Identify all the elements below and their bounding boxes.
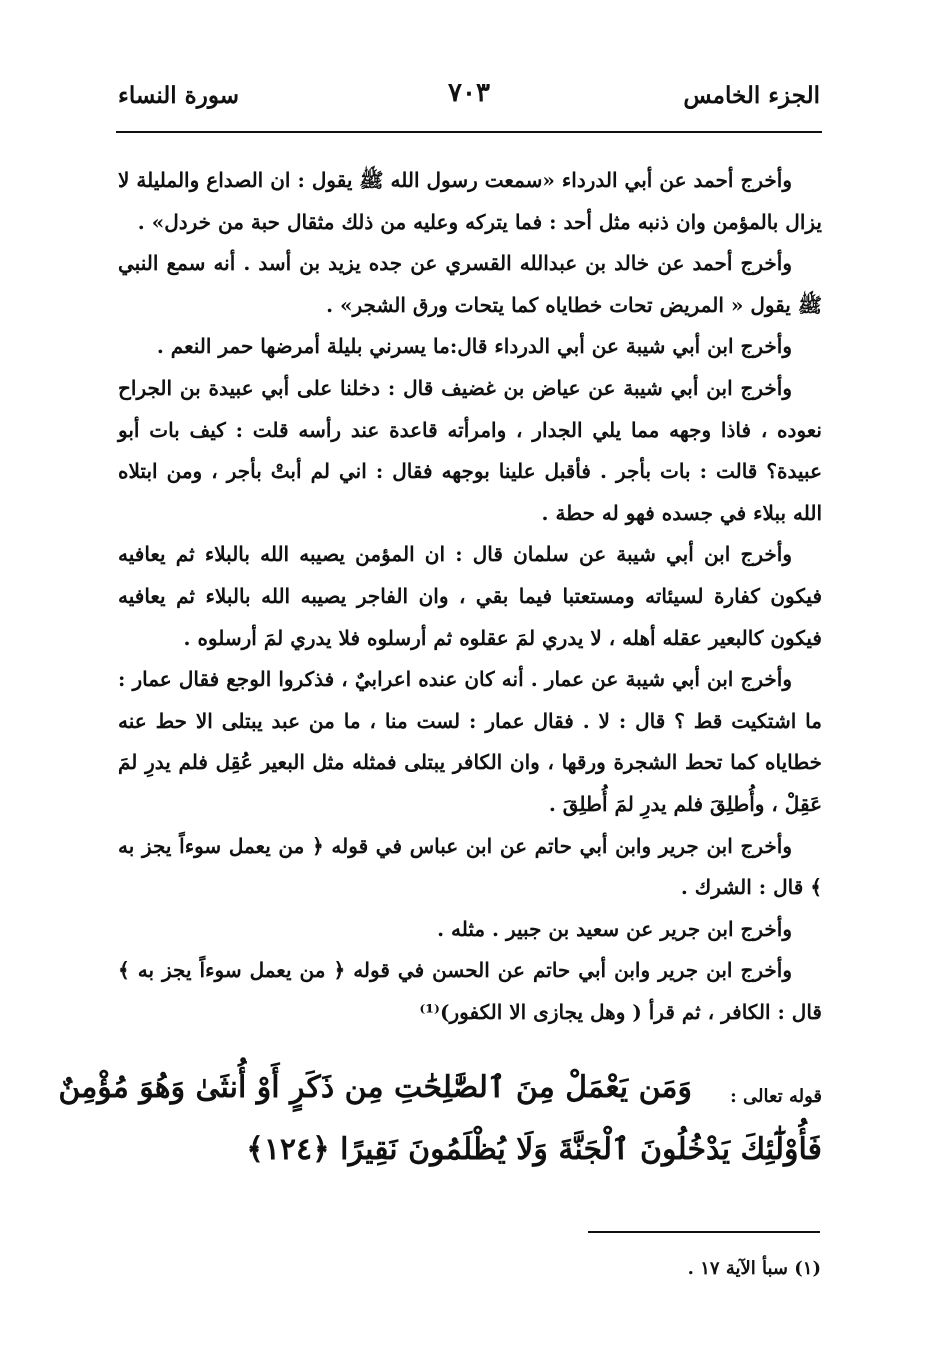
- verse-line-2: فَأُوْلَٰٓئِكَ يَدْخُلُونَ ٱلْجَنَّةَ وَلَا يُظْلَمُونَ نَقِيرًا ﴿١٢٤﴾: [246, 1132, 822, 1167]
- footnote-divider: [588, 1231, 820, 1233]
- header-divider: [116, 131, 822, 133]
- footnote: (١) سبأ الآية ١٧ .: [687, 1258, 821, 1279]
- part-title: الجزء الخامس: [683, 82, 820, 109]
- page-number: ٧٠٣: [448, 78, 490, 108]
- paragraph: وأخرج ابن جرير عن سعيد بن جبير . مثله .: [437, 916, 792, 941]
- paragraph: وأخرج أحمد عن خالد بن عبدالله القسري عن جده يزيد بن أسد . أنه سمع النبي ﷺ يقول « المريض تحات خطاياه كما يتحات ورق الشجر» .: [118, 251, 822, 317]
- verse-intro: قوله تعالى :: [730, 1086, 822, 1107]
- paragraph: وأخرج ابن جرير وابن أبي حاتم عن ابن عباس في قوله ﴿ من يعمل سوءاً يجز به ﴾ قال : الشرك .: [118, 833, 822, 900]
- verse-line-1: وَمَن يَعْمَلْ مِنَ ٱلصَّٰلِحَٰتِ مِن ذَكَرٍ أَوْ أُنثَىٰ وَهُوَ مُؤْمِنٌ: [58, 1070, 692, 1105]
- paragraph: وأخرج ابن أبي شيبة عن عمار . أنه كان عنده اعرابيٌ ، فذكروا الوجع فقال عمار : ما اشتكيت قط ؟ قال : لا . فقال عمار : لست منا ، ما من عبد يبتلى الا حط عنه خطاياه كما تحط الشجرة ورقها ، وان الكافر يبتلى فمثله مثل البعير عُقِل فلم يدرِ لمَ عَقِلْ ، وأُطلِقَ فلم يدرِ لمَ أُطلِقَ .: [118, 667, 822, 816]
- paragraph: وأخرج ابن أبي شيبة عن سلمان قال : ان المؤمن يصيبه الله بالبلاء ثم يعافيه فيكون كفارة لسيئاته ومستعتبا فيما بقي ، وان الفاجر يصيبه الله بالبلاء ثم يعافيه فيكون كالبعير عقله أهله ، لا يدري لمَ عقلوه ثم أرسلوه فلا يدري لمَ أرسلوه .: [118, 542, 822, 650]
- paragraph: وأخرج ابن أبي شيبة عن أبي الدرداء قال:ما يسرني بليلة أمرضها حمر النعم .: [156, 334, 792, 359]
- paragraph: وأخرج أحمد عن أبي الدرداء «سمعت رسول الله ﷺ يقول : ان الصداع والمليلة لا يزال بالمؤمن وان ذنبه مثل أحد : فما يتركه وعليه من ذلك مثقال حبة من خردل» .: [118, 168, 822, 234]
- paragraph: وأخرج ابن جرير وابن أبي حاتم عن الحسن في قوله ﴿ من يعمل سوءاً يجز به ﴾ قال : الكافر ، ثم قرأ ( وهل يجازى الا الكفور)⁽¹⁾: [118, 958, 822, 1024]
- page-header: [118, 78, 820, 118]
- main-text: [118, 160, 822, 1033]
- surah-title: سورة النساء: [118, 82, 239, 109]
- paragraph: وأخرج ابن أبي شيبة عن عياض بن غضيف قال : دخلنا على أبي عبيدة بن الجراح نعوده ، فاذا وجهه مما يلي الجدار ، وامرأته قاعدة عند رأسه قلت : كيف بات أبو عبيدة؟ قالت : بات بأجر . فأقبل علينا بوجهه فقال : اني لم أبتْ بأجر ، ومن ابتلاه الله ببلاء في جسده فهو له حطة .: [118, 375, 822, 525]
